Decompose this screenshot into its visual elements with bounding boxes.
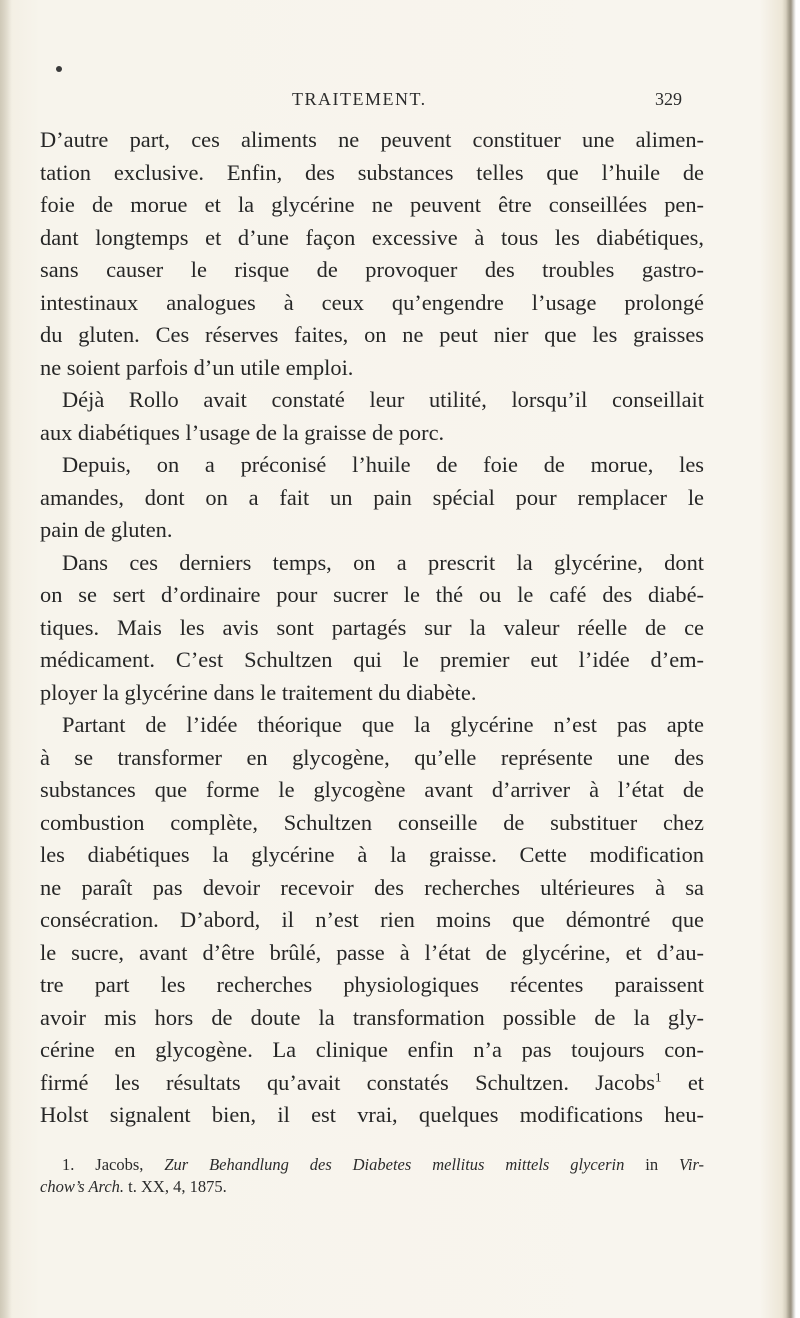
text-line: Déjà Rollo avait constaté leur utilité, lorsqu’il conseillait (62, 387, 704, 412)
text-line: amandes, dont on a fait un pain spécial pour remplacer le (40, 484, 704, 510)
text-line: Partant de l’idée théorique que la glycérine n’est pas apte (62, 712, 704, 737)
ink-dot (56, 66, 62, 72)
footnote-title: Zur Behandlung des Diabetes mellitus mittels glycerin (164, 1155, 625, 1174)
text-line: tre part les recherches physiologiques récentes paraissent (40, 972, 704, 997)
footnote (40, 1154, 704, 1198)
page-number: 329 (655, 89, 682, 109)
text-line: tiques. Mais les avis sont partagés sur la valeur réelle de ce (40, 614, 704, 640)
text-line: médicament. C’est Schultzen qui le premier eut l’idée d’em- (40, 647, 704, 672)
text-line-with-footnote-ref (40, 1067, 704, 1100)
text-line: ne paraît pas devoir recevoir des recherches ultérieures à sa (40, 874, 704, 900)
footnote-journal: chow’s Arch. (40, 1177, 125, 1196)
text-line: foie de morue et la glycérine ne peuvent être conseillées pen- (40, 192, 704, 217)
footnote-ref: 1 (655, 1069, 662, 1085)
body-text (40, 124, 704, 1132)
text-line: aux diabétiques l’usage de la graisse de porc. (40, 419, 445, 445)
text-line: Holst signalent bien, il est vrai, quelques modifications heu- (40, 1102, 704, 1127)
text-line: à se transformer en glycogène, qu’elle représente une des (40, 744, 704, 770)
text-line: du gluten. Ces réserves faites, on ne peut nier que les graisses (40, 322, 704, 347)
text-line: on se sert d’ordinaire pour sucrer le thé ou le café des diabé- (40, 582, 704, 607)
text-line: substances que forme le glycogène avant d’arriver à l’état de (40, 777, 704, 802)
text-line: Dans ces derniers temps, on a prescrit la glycérine, dont (62, 549, 704, 575)
text-line: le sucre, avant d’être brûlé, passe à l’état de glycérine, et d’au- (40, 939, 704, 965)
text-line: les diabétiques la glycérine à la graisse. Cette modification (40, 842, 704, 867)
text-line: ployer la glycérine dans le traitement du diabète. (40, 679, 477, 705)
page-edge (786, 0, 796, 1318)
text-line: consécration. D’abord, il n’est rien moins que démontré que (40, 907, 704, 932)
footnote-citation: t. XX, 4, 1875. (128, 1177, 227, 1196)
running-head (40, 89, 780, 115)
text-line: cérine en glycogène. La clinique enfin n’a pas toujours con- (40, 1037, 704, 1062)
footnote-in: in (645, 1155, 659, 1174)
text-line: dant longtemps et d’une façon excessive à tous les diabétiques, (40, 224, 704, 250)
footnote-line (40, 1154, 704, 1176)
page-gutter-shadow (0, 0, 12, 1318)
footnote-line (40, 1176, 704, 1198)
footnote-number: 1. (62, 1155, 75, 1174)
text-line: ne soient parfois d’un utile emploi. (40, 354, 354, 380)
text-line: Depuis, on a préconisé l’huile de foie de morue, les (62, 452, 704, 477)
text-segment: firmé les résultats qu’avait constatés Schultzen. Jacobs (40, 1069, 655, 1095)
footnote-journal: Vir- (679, 1155, 705, 1174)
text-line: pain de gluten. (40, 517, 173, 542)
text-line: intestinaux analogues à ceux qu’engendre l’usage prolongé (40, 289, 704, 315)
text-line: tation exclusive. Enfin, des substances telles que l’huile de (40, 159, 704, 185)
text-line: sans causer le risque de provoquer des troubles gastro- (40, 257, 704, 282)
text-segment: et (661, 1069, 704, 1095)
text-line: avoir mis hors de doute la transformation possible de la gly- (40, 1004, 704, 1030)
running-title: TRAITEMENT. (292, 89, 427, 109)
text-line: D’autre part, ces aliments ne peuvent constituer une alimen- (40, 127, 704, 152)
footnote-author: Jacobs, (95, 1155, 144, 1174)
text-line: combustion complète, Schultzen conseille de substituer chez (40, 809, 704, 835)
